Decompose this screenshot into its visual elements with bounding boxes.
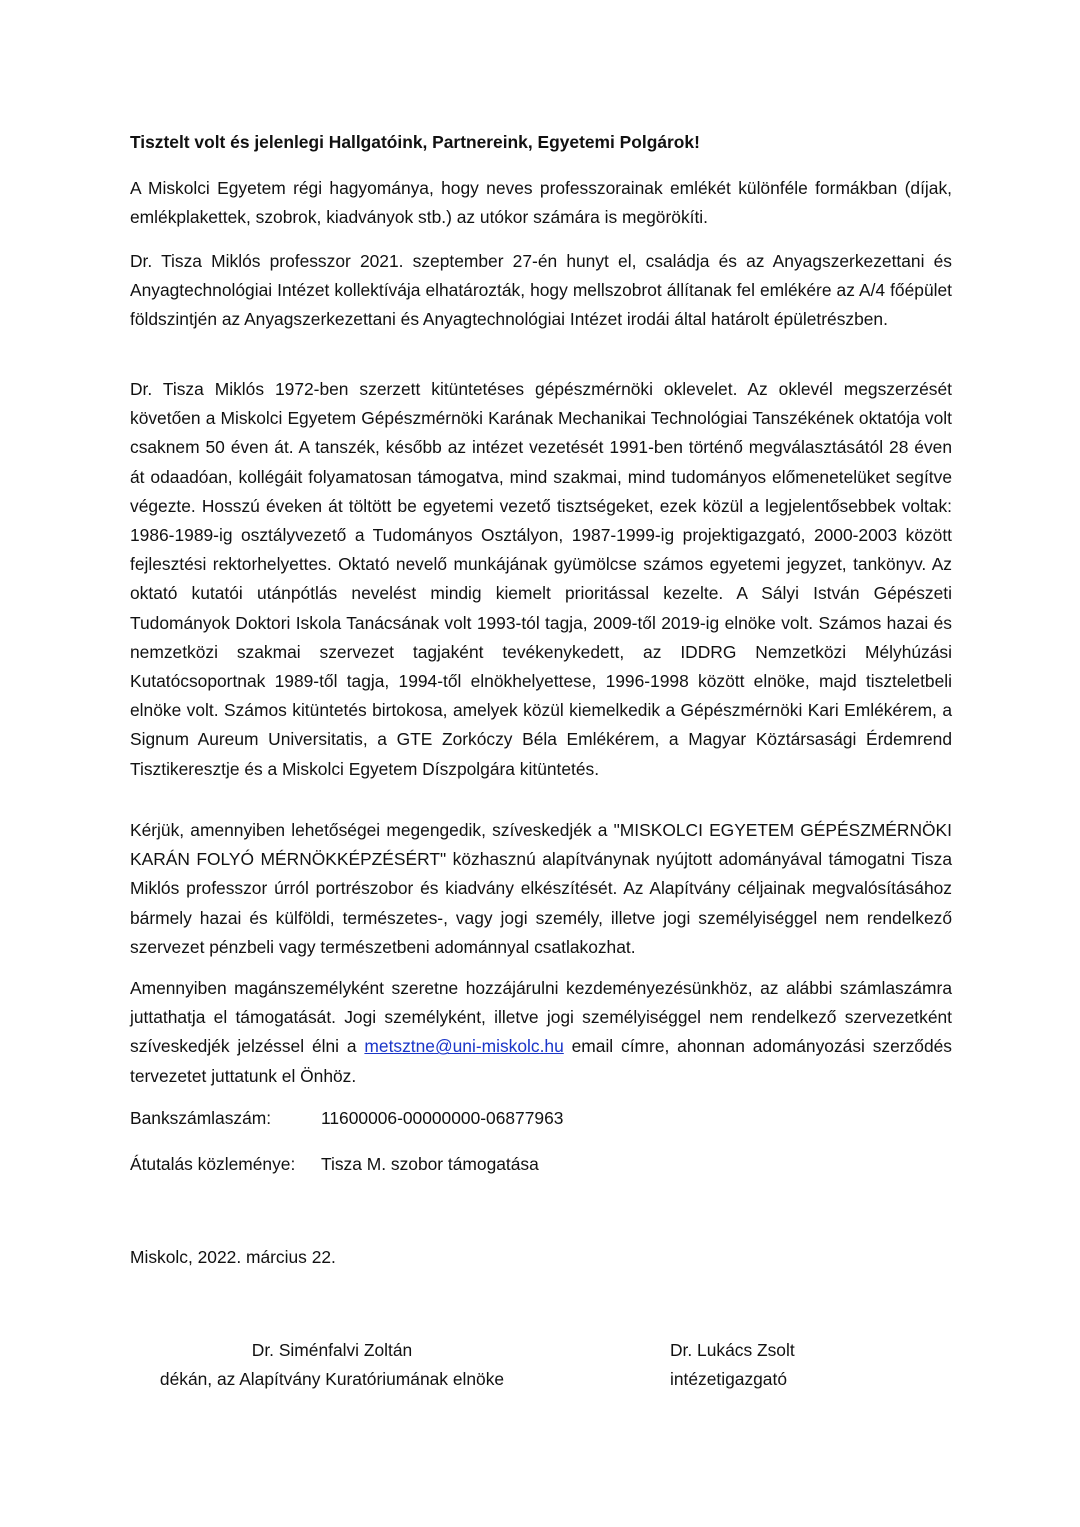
transfer-note-label: Átutalás közleménye: (130, 1154, 296, 1174)
signature-block-director (670, 1336, 830, 1394)
signer-title: dékán, az Alapítvány Kuratóriumának elnöke (159, 1369, 505, 1390)
signer-title: intézetigazgató (670, 1369, 787, 1390)
paragraph-biography: Dr. Tisza Miklós 1972-ben szerzett kitüntetéses gépészmérnöki oklevelet. Az oklevél megszerzését követően a Miskolci Egyetem Gépészmérnöki Karának Mechanikai Technológiai Tanszékének oktatója volt csaknem 50 éven át. A tanszék, később az intézet vezetését 1991-ben történő megválasztásától 28 éven át odaadóan, kollégáit folyamatosan támogatva, mind szakmai, mind tudományos előmenetelüket segítve végezte. Hosszú éveken át töltött be egyetemi vezető tisztségeket, ezek közül a legjelentősebbek voltak: 1986-1989-ig osztályvezető a Tudományos Osztályon, 1987-1999-ig projektigazgató, 2000-2003 között fejlesztési rektorhelyettes. Oktató nevelő munkájának gyümölcse számos egyetemi jegyzet, tankönyv. Az oktató kutatói utánpótlás nevelést mindig kiemelt prioritással kezelte. A Sályi István Gépészeti Tudományok Doktori Iskola Tanácsának volt 1993-tól tagja, 2009-től 2019-ig elnöke volt. Számos hazai és nemzetközi szakmai szervezet tagjaként tevékenykedett, az IDDRG Nemzetközi Mélyhúzási Kutatócsoportnak 1989-től tagja, 1994-től elnökhelyettese, 1996-1998 között elnöke, majd tiszteletbeli elnöke volt. Számos kitüntetés birtokosa, amelyek közül kiemelkedik a Gépészmérnöki Kari Emlékérem, a Signum Aureum Universitatis, a GTE Zorkóczy Béla Emlékérem, a Magyar Köztársasági Érdemrend Tisztikeresztje és a Miskolci Egyetem Díszpolgára kitüntetés. (130, 379, 952, 779)
bank-account-value: 11600006-00000000-06877963 (321, 1108, 564, 1128)
signature-block-dean (140, 1336, 524, 1394)
paragraph-statue: Dr. Tisza Miklós professzor 2021. szeptember 27-én hunyt el, családja és az Anyagszerkezettani és Anyagtechnológiai Intézet kollektívája elhatározták, hogy mellszobrot állítanak fel emlékére az A/4 főépület földszintjén az Anyagszerkezettani és Anyagtechnológiai Intézet irodái által határolt épületrészben. (130, 251, 952, 330)
email-link[interactable]: metsztne@uni-miskolc.hu (364, 1036, 564, 1057)
greeting: Tisztelt volt és jelenlegi Hallgatóink, Partnereink, Egyetemi Polgárok! (130, 132, 700, 152)
bank-account-label: Bankszámlaszám: (130, 1108, 272, 1128)
signer-name: Dr. Siménfalvi Zoltán (251, 1340, 413, 1360)
contribution-text-start: Amennyiben magánszemélyként szeretne hozzájárulni kezdeményezésünkhöz, az alábbi számlaszámra juttathatja el támogatását. Jogi személyként, illetve jogi személyiséggel nem rendelkező szervezetként szíveskedjék jelzéssel élni a (130, 978, 952, 1057)
transfer-note-row (130, 1150, 539, 1179)
signer-name: Dr. Lukács Zsolt (670, 1340, 795, 1360)
paragraph-contribution (130, 974, 952, 1091)
paragraph-donation-request: Kérjük, amennyiben lehetőségei megengedik, szíveskedjék a "MISKOLCI EGYETEM GÉPÉSZMÉRNÖKI KARÁN FOLYÓ MÉRNÖKKÉPZÉSÉRT" közhasznú alapítványnak nyújtott adományával támogatni Tisza Miklós professzor úrról portrészobor és kiadvány elkészítését. Az Alapítvány céljainak megvalósításához bármely hazai és külföldi, természetes-, vagy jogi személy, illetve jogi személyiséggel nem rendelkező szervezet pénzbeli vagy természetbeni adománnyal csatlakozhat. (130, 820, 952, 957)
contribution-text-end: email címre, ahonnan adományozási szerződés tervezetet juttatunk el Önhöz. (130, 1036, 952, 1086)
date-line: Miskolc, 2022. március 22. (130, 1247, 336, 1267)
paragraph-tradition: A Miskolci Egyetem régi hagyománya, hogy neves professzorainak emlékét különféle formákban (díjak, emlékplakettek, szobrok, kiadványok stb.) az utókor számára is megörökíti. (130, 178, 952, 228)
bank-account-row (130, 1104, 564, 1133)
transfer-note-value: Tisza M. szobor támogatása (321, 1154, 539, 1174)
